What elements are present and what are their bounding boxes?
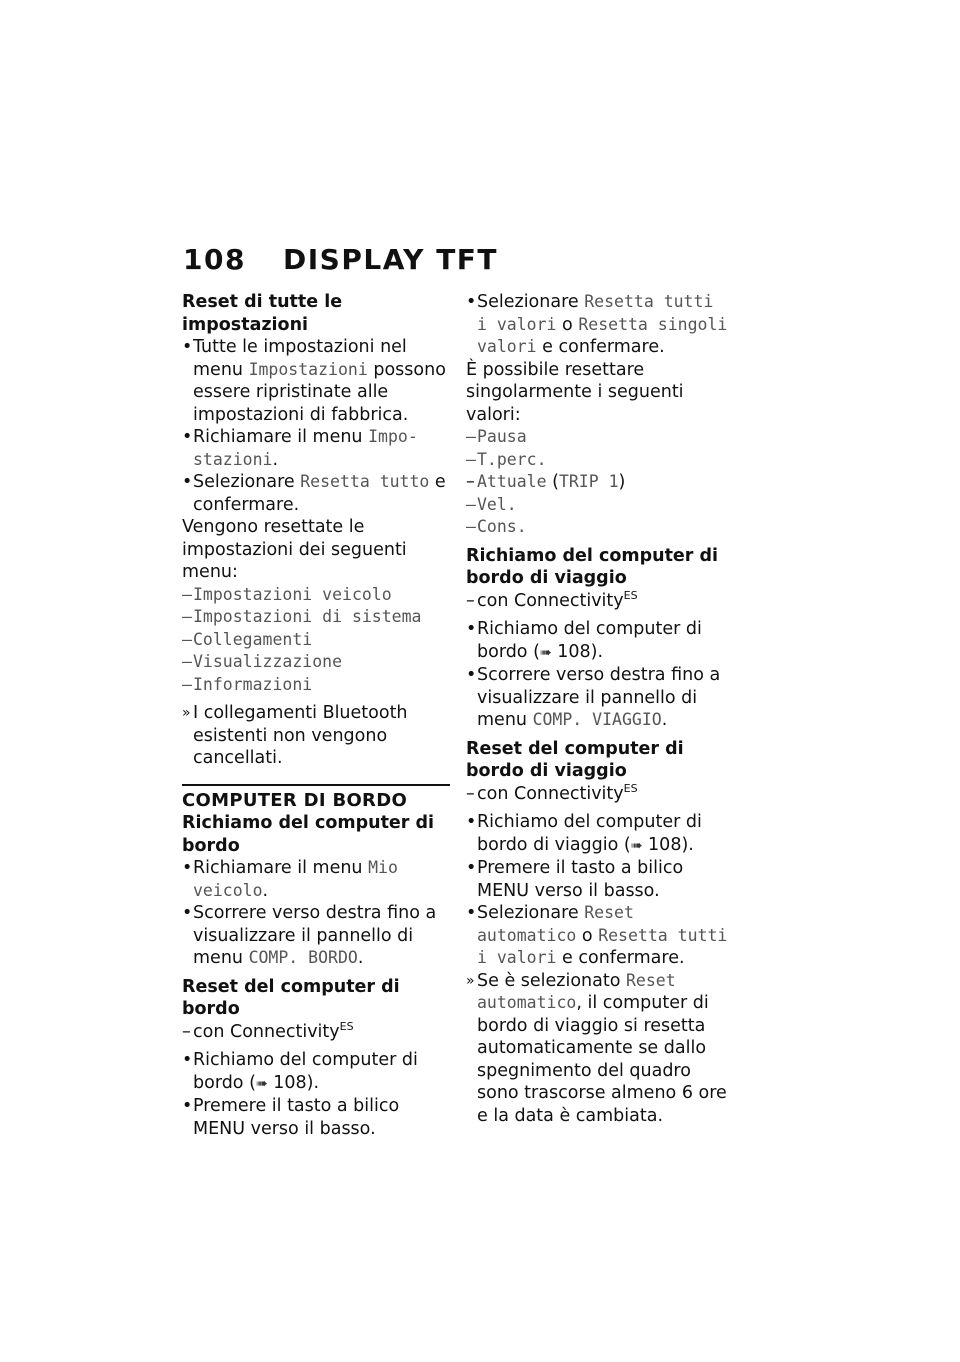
value-item: – Pausa — [466, 426, 728, 449]
menu-code: Mio veicolo — [193, 858, 398, 900]
list-item — [182, 857, 450, 902]
note-marker: » — [182, 705, 191, 721]
value-item: – Cons. — [466, 516, 728, 539]
text: Selezionare — [477, 292, 585, 312]
menu-code: Reset automatico — [477, 970, 676, 1012]
text: Se è selezionato — [477, 970, 626, 991]
superscript: ES — [339, 1019, 354, 1033]
subheading: Reset del computer di bordo di viaggio — [466, 738, 684, 781]
option-note — [466, 590, 728, 613]
reference-arrow-icon: ➠ — [255, 1075, 268, 1092]
list-item — [466, 291, 728, 359]
text: Richiamare il menu — [193, 427, 369, 447]
superscript: ES — [623, 588, 638, 602]
option-note — [466, 783, 728, 806]
note — [466, 970, 728, 1128]
value-code: Attuale — [477, 472, 547, 491]
text: e confermare. — [193, 472, 446, 515]
text: ). — [590, 641, 604, 662]
value-item: – Vel. — [466, 494, 728, 517]
text: con Connectivity — [193, 1021, 340, 1042]
text: . — [262, 880, 269, 901]
page-number: 108 — [183, 243, 246, 276]
list-item — [182, 1095, 450, 1140]
reset-all-heading: Reset di tutte le impostazioni — [182, 292, 343, 335]
page-title: DISPLAY TFT — [283, 243, 499, 276]
left-column — [182, 291, 450, 1140]
text: e confermare. — [536, 337, 665, 357]
menu-list-item: – Visualizzazione — [182, 651, 450, 674]
page-reference[interactable]: 108 — [557, 641, 591, 662]
list-item — [182, 1049, 450, 1095]
menu-code: COMP. BORDO — [248, 948, 358, 967]
menu-list-item: – Impostazioni veicolo — [182, 584, 450, 607]
text: Richiamo del computer di bordo ( — [193, 1050, 418, 1093]
text: Richiamo del computer di bordo ( — [477, 619, 702, 662]
text: Scorrere verso destra fino a visualizzare il pannello di menu — [477, 665, 721, 730]
menu-list-item: – Collegamenti — [182, 629, 450, 652]
reference-arrow-icon: ➠ — [630, 837, 643, 854]
text: Tutte le impostazioni nel menu — [193, 337, 407, 380]
note-text: I collegamenti Bluetooth esistenti non vengono cancellati. — [193, 703, 408, 768]
superscript: ES — [623, 781, 638, 795]
text: Premere il tasto a bilico MENU verso il basso. — [193, 1096, 400, 1139]
value-code: TRIP 1 — [558, 472, 619, 491]
text: possono essere ripristinate alle impostazioni di fabbrica. — [193, 359, 446, 425]
menu-list-item: – Informazioni — [182, 674, 450, 697]
text: ). — [681, 834, 694, 855]
page-reference[interactable]: 108 — [273, 1072, 307, 1093]
values-para: È possibile resettare singolarmente i seguenti valori: — [466, 359, 684, 425]
menu-code: Impostazioni — [248, 359, 368, 379]
list-item — [466, 902, 728, 970]
list-item — [466, 811, 728, 857]
list-item — [182, 471, 450, 516]
text: Premere il tasto a bilico MENU verso il basso. — [477, 858, 684, 901]
menu-list-item: – Impostazioni di sistema — [182, 606, 450, 629]
option-note — [182, 1021, 450, 1044]
value-item: – Attuale (TRIP 1) — [466, 471, 728, 494]
list-item — [466, 618, 728, 664]
reference-arrow-icon: ➠ — [539, 644, 552, 661]
text: Scorrere verso destra fino a visualizzare il pannello di menu — [193, 903, 437, 968]
text: o — [556, 314, 579, 335]
text: Richiamare il menu — [193, 858, 369, 878]
list-item — [182, 902, 450, 970]
text: , il computer di bordo di viaggio si resetta automaticamente se dallo spegnimento del quadro sono trascorse almeno 6 ore e la data è cambiata. — [477, 993, 727, 1126]
subheading: Richiamo del computer di bordo — [182, 813, 435, 856]
menu-code: Reset automatico — [477, 903, 634, 945]
text: con Connectivity — [477, 590, 624, 611]
list-item — [466, 664, 728, 732]
list-item — [466, 857, 728, 902]
menu-code: Resetta singoli valori — [477, 314, 728, 356]
menu-code: Resetta tutti i valori — [477, 925, 728, 967]
menu-code: Impo-stazioni — [193, 427, 418, 469]
text: . — [661, 710, 668, 730]
text: e confermare. — [556, 948, 685, 968]
list-item — [182, 336, 450, 426]
reset-para: Vengono resettate le impostazioni dei seguenti menu: — [182, 517, 407, 582]
text: . — [272, 449, 279, 470]
menu-code: Resetta tutti i valori — [477, 292, 714, 334]
text: con Connectivity — [477, 783, 624, 804]
note — [182, 702, 450, 770]
menu-code: Resetta tutto — [300, 472, 430, 491]
right-column — [466, 291, 728, 1127]
menu-code: COMP. VIAGGIO — [532, 710, 662, 729]
text: Selezionare — [193, 472, 301, 492]
subheading: Reset del computer di bordo — [182, 976, 400, 1019]
text: Selezionare — [477, 903, 585, 923]
text: Richiamo del computer di bordo di viaggio ( — [477, 812, 702, 855]
section-title: COMPUTER DI BORDO — [182, 784, 450, 813]
list-item — [182, 426, 450, 471]
text: o — [576, 925, 599, 946]
page-header — [183, 243, 498, 276]
subheading: Richiamo del computer di bordo di viaggio — [466, 545, 719, 588]
note-marker: » — [466, 972, 475, 989]
value-item: – T.perc. — [466, 449, 728, 472]
page-reference[interactable]: 108 — [648, 834, 682, 855]
text: . — [357, 948, 364, 968]
text: ). — [306, 1072, 320, 1093]
